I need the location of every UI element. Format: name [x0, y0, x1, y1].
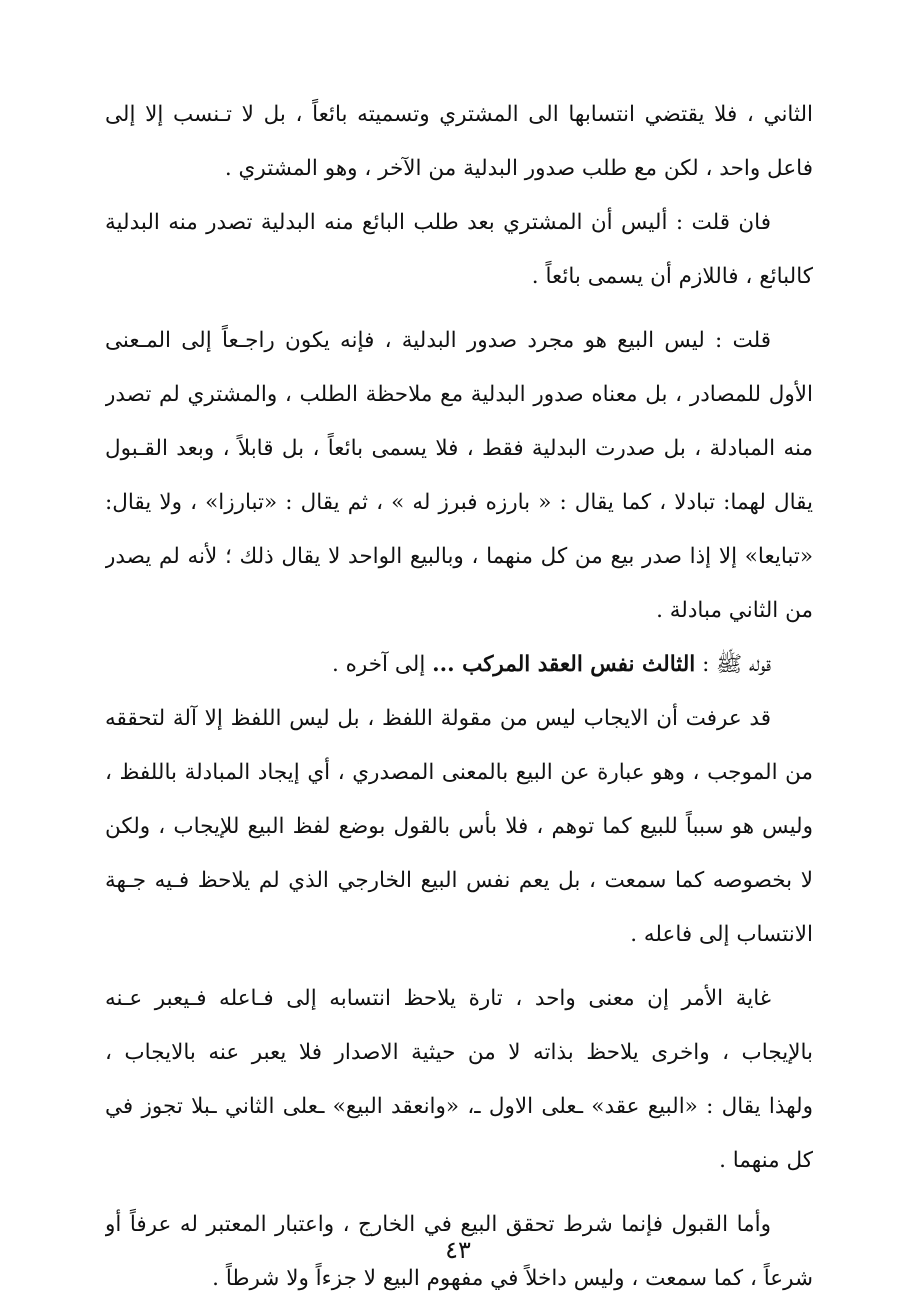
text-line: قلت : ليس البيع هو مجرد صدور البدلية ، فإنه يكون راجـعاً إلى المـعنى	[105, 328, 771, 353]
paragraph	[105, 88, 813, 196]
paragraph	[105, 972, 813, 1188]
text-line: من الثاني مبادلة .	[656, 598, 813, 623]
text-line: ولهذا يقال : «البيع عقد» ـعلى الاول ـ، «وانعقد البيع» ـعلى الثاني ـبلا تجوز في	[105, 1094, 813, 1119]
text-line: لا بخصوصه كما سمعت ، بل يعم نفس البيع الخارجي الذي لم يلاحظ فـيه جـهة	[105, 868, 813, 893]
text-line: بالإيجاب ، واخرى يلاحظ بذاته لا من حيثية الاصدار فلا يعبر عنه بالايجاب ،	[105, 1040, 813, 1065]
heading-bold-text: الثالث نفس العقد المركب ...	[432, 652, 696, 677]
text-line: الأول للمصادر ، بل معناه صدور البدلية مع ملاحظة الطلب ، والمشتري لم تصدر	[105, 382, 813, 407]
text-line: «تبايعا» إلا إذا صدر بيع من كل منهما ، وبالبيع الواحد لا يقال ذلك ؛ لأنه لم يصدر	[105, 544, 813, 569]
paragraph	[105, 692, 813, 962]
heading-prefix: قوله ﷺ :	[695, 652, 771, 677]
text-line: كالبائع ، فاللازم أن يسمى بائعاً .	[531, 264, 813, 289]
paragraph	[105, 314, 813, 638]
text-line: يقال لهما: تبادلا ، كما يقال : « بارزه فبرز له » ، ثم يقال : «تبارزا» ، ولا يقال:	[105, 490, 813, 515]
text-line: غاية الأمر إن معنى واحد ، تارة يلاحظ انتسابه إلى فـاعله فـيعبر عـنه	[105, 986, 771, 1011]
text-line: فان قلت : أليس أن المشتري بعد طلب البائع منه البدلية تصدر منه البدلية	[105, 210, 771, 235]
heading-suffix: إلى آخره .	[331, 652, 433, 677]
text-line: كل منهما .	[719, 1148, 813, 1173]
text-line: الثاني ، فلا يقتضي انتسابها الى المشتري وتسميته بائعاً ، بل لا تـنسب إلا إلى	[105, 102, 813, 127]
text-line: فاعل واحد ، لكن مع طلب صدور البدلية من الآخر ، وهو المشتري .	[224, 156, 813, 181]
page-number: ٤٣	[445, 1236, 471, 1264]
text-line: الانتساب إلى فاعله .	[630, 922, 813, 947]
text-line: وليس هو سبباً للبيع كما توهم ، فلا بأس بالقول بوضع لفظ البيع للإيجاب ، ولكن	[105, 814, 813, 839]
text-line: منه المبادلة ، بل صدرت البدلية فقط ، فلا يسمى بائعاً ، بل قابلاً ، وبعد القـبول	[105, 436, 813, 461]
text-line: من الموجب ، وهو عبارة عن البيع بالمعنى المصدري ، أي إيجاد المبادلة باللفظ ،	[105, 760, 813, 785]
section-heading	[105, 638, 813, 692]
paragraph	[105, 196, 813, 304]
text-line: قد عرفت أن الايجاب ليس من مقولة اللفظ ، بل ليس اللفظ إلا آلة لتحققه	[105, 706, 771, 731]
text-line: وأما القبول فإنما شرط تحقق البيع في الخارج ، واعتبار المعتبر له عرفاً أو	[105, 1212, 771, 1237]
text-line: شرعاً ، كما سمعت ، وليس داخلاً في مفهوم البيع لا جزءاً ولا شرطاً .	[212, 1266, 813, 1291]
page-body	[105, 88, 813, 1306]
heading-line	[105, 638, 813, 692]
